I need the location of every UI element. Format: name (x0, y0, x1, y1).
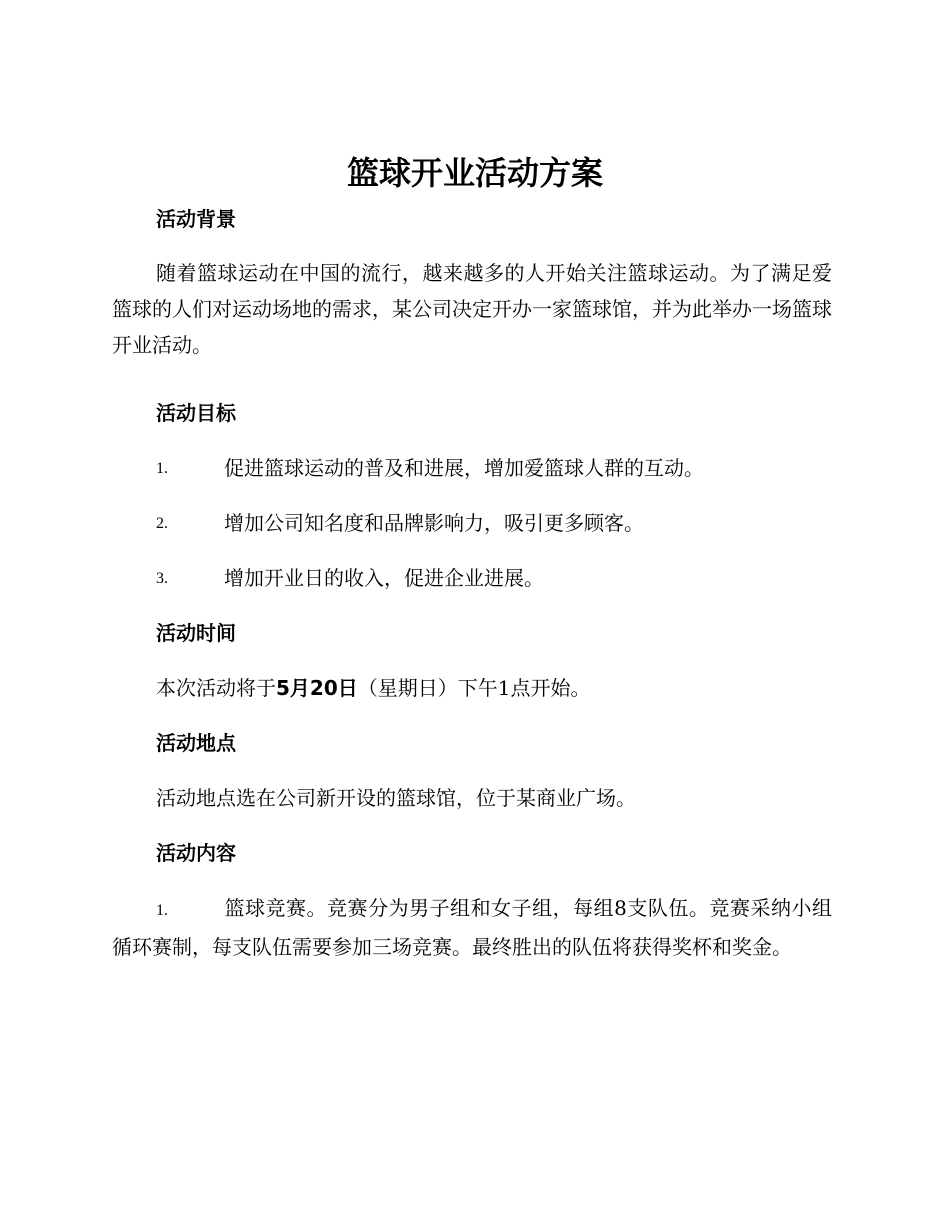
time-prefix: 本次活动将于 (156, 676, 276, 700)
list-number: 2. (156, 515, 168, 532)
content-item (112, 890, 832, 965)
list-number: 1. (156, 902, 168, 919)
heading-content: 活动内容 (156, 841, 236, 865)
heading-location: 活动地点 (156, 731, 236, 755)
goal-text: 促进篮球运动的普及和进展，增加爱篮球人群的互动。 (224, 456, 704, 480)
list-number: 3. (156, 570, 168, 587)
content-text: 篮球竞赛。竞赛分为男子组和女子组，每组8支队伍。竞赛采纳小组循环赛制，每支队伍需要参加三场竞赛。最终胜出的队伍将获得奖杯和奖金。 (112, 896, 832, 959)
heading-goals: 活动目标 (156, 401, 236, 425)
document-title: 篮球开业活动方案 (346, 154, 603, 192)
time-date: 5月20日 (276, 676, 358, 700)
heading-background: 活动背景 (156, 207, 236, 231)
time-line (156, 674, 590, 702)
time-suffix: （星期日）下午1点开始。 (357, 676, 591, 700)
list-number: 1. (156, 460, 168, 477)
goal-text: 增加开业日的收入，促进企业进展。 (224, 566, 544, 590)
background-paragraph: 随着篮球运动在中国的流行，越来越多的人开始关注篮球运动。为了满足爱篮球的人们对运动场地的需求，某公司决定开办一家篮球馆，并为此举办一场篮球开业活动。 (112, 261, 832, 357)
heading-time: 活动时间 (156, 621, 236, 645)
goal-text: 增加公司知名度和品牌影响力，吸引更多顾客。 (224, 511, 644, 535)
location-text: 活动地点选在公司新开设的篮球馆，位于某商业广场。 (156, 786, 636, 810)
